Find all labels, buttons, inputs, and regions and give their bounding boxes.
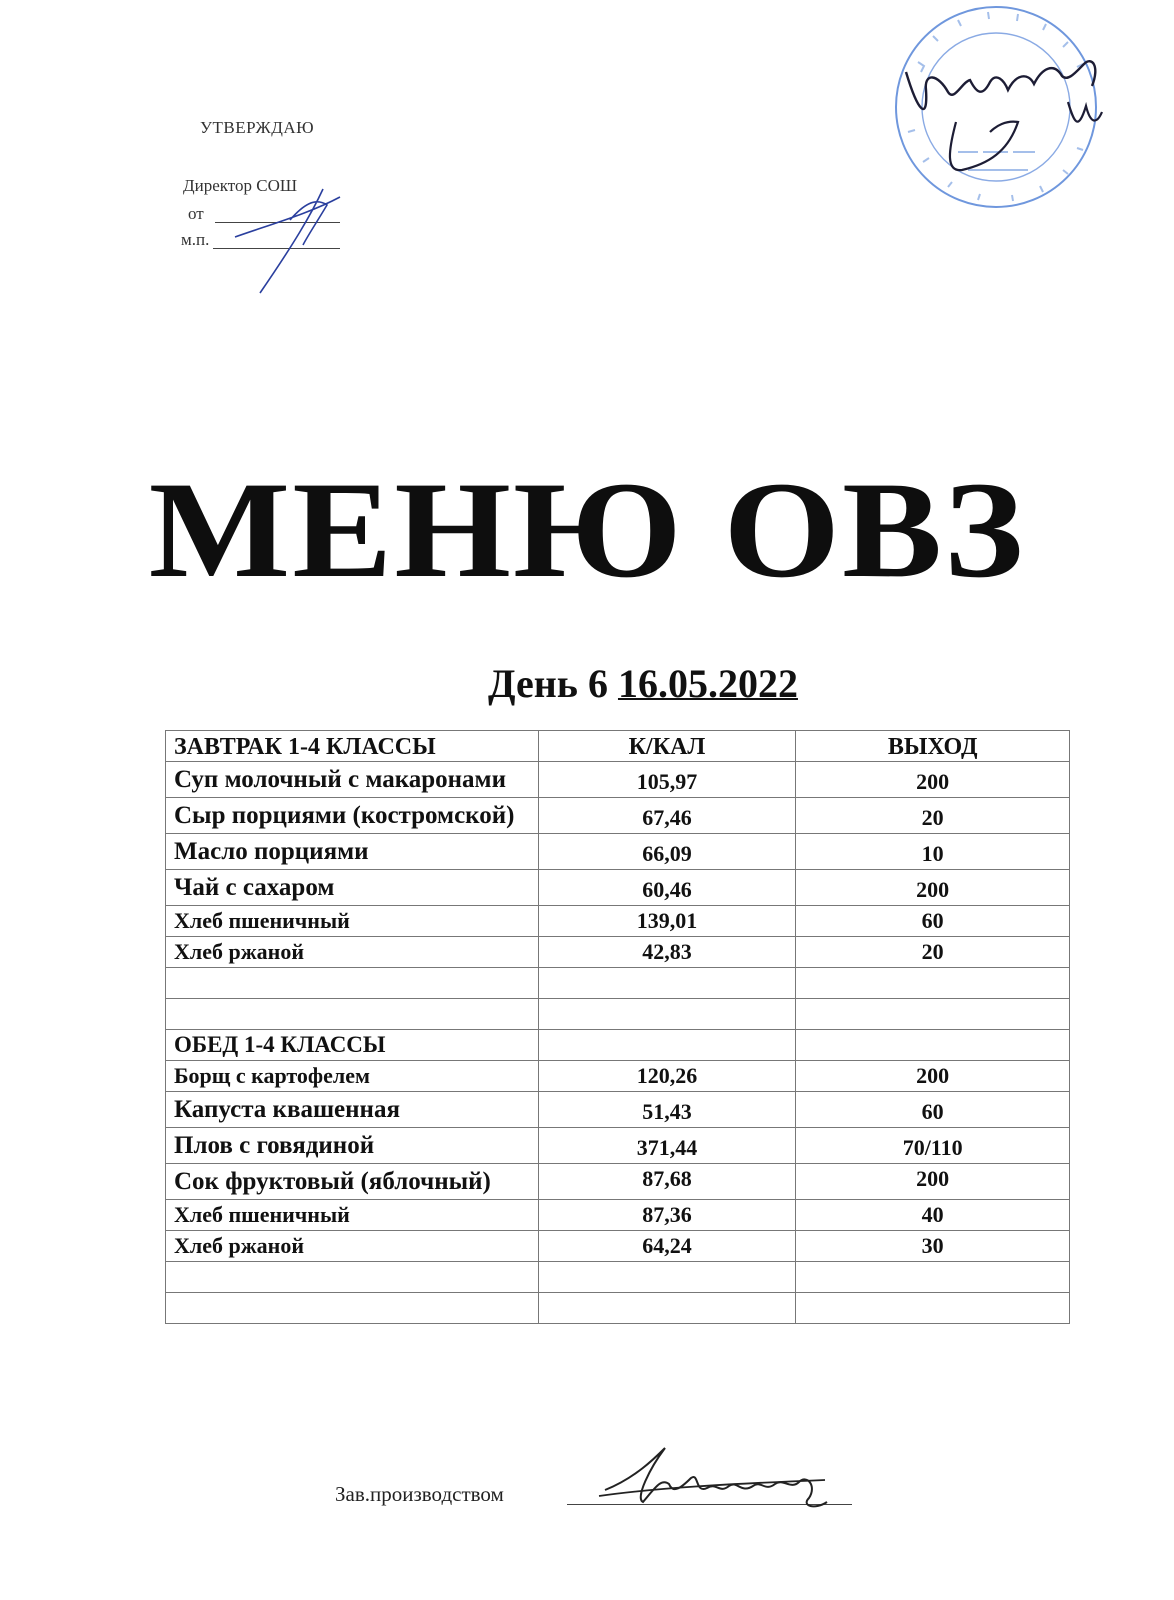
day-heading [488, 660, 798, 707]
table-row [166, 937, 1070, 968]
dish-output: 200 [796, 1164, 1070, 1200]
dish-kcal: 139,01 [538, 906, 796, 937]
table-row [166, 1092, 1070, 1128]
dish-kcal: 371,44 [538, 1128, 796, 1164]
dish-name: Чай с сахаром [166, 870, 539, 906]
director-signature [215, 175, 355, 295]
dish-kcal: 42,83 [538, 937, 796, 968]
production-head-signature [595, 1438, 855, 1518]
dish-kcal: 105,97 [538, 762, 796, 798]
dish-kcal: 87,36 [538, 1200, 796, 1231]
dish-output: 20 [796, 937, 1070, 968]
dish-kcal: 51,43 [538, 1092, 796, 1128]
lunch-section-row [166, 1030, 1070, 1061]
dish-output: 30 [796, 1231, 1070, 1262]
dish-name: Плов с говядиной [166, 1128, 539, 1164]
table-row [166, 798, 1070, 834]
dish-kcal: 87,68 [538, 1164, 796, 1200]
table-row [166, 906, 1070, 937]
table-header-row [166, 731, 1070, 762]
signoff-block [335, 1482, 504, 1507]
dish-output: 70/110 [796, 1128, 1070, 1164]
table-row [166, 1231, 1070, 1262]
table-row [166, 870, 1070, 906]
dish-kcal: 66,09 [538, 834, 796, 870]
lunch-section-title: ОБЕД 1-4 КЛАССЫ [166, 1030, 539, 1061]
dish-output: 60 [796, 906, 1070, 937]
dish-kcal: 60,46 [538, 870, 796, 906]
empty-row [166, 968, 1070, 999]
dish-output: 200 [796, 1061, 1070, 1092]
dish-kcal: 64,24 [538, 1231, 796, 1262]
table-row [166, 1200, 1070, 1231]
table-row [166, 1128, 1070, 1164]
approval-title: УТВЕРЖДАЮ [200, 118, 315, 137]
dish-name: Суп молочный с макаронами [166, 762, 539, 798]
dish-name: Масло порциями [166, 834, 539, 870]
table-row [166, 1061, 1070, 1092]
approval-from-label: от [188, 204, 204, 223]
dish-output: 20 [796, 798, 1070, 834]
dish-kcal: 120,26 [538, 1061, 796, 1092]
approval-stamp-place: м.п. [181, 230, 210, 249]
dish-output: 40 [796, 1200, 1070, 1231]
header-meal: ЗАВТРАК 1-4 КЛАССЫ [166, 731, 539, 762]
table-row [166, 1164, 1070, 1200]
dish-output: 10 [796, 834, 1070, 870]
approval-position: Директор СОШ [183, 176, 297, 195]
dish-output: 200 [796, 762, 1070, 798]
dish-output: 60 [796, 1092, 1070, 1128]
day-label: День 6 [488, 661, 608, 706]
header-output: ВЫХОД [796, 731, 1070, 762]
table-row [166, 834, 1070, 870]
signoff-label: Зав.производством [335, 1482, 504, 1506]
page-title [0, 455, 1174, 605]
dish-name: Капуста квашенная [166, 1092, 539, 1128]
menu-table [165, 730, 1070, 1324]
dish-name: Хлеб ржаной [166, 937, 539, 968]
official-stamp [878, 2, 1118, 212]
dish-output: 200 [796, 870, 1070, 906]
header-kcal: К/КАЛ [538, 731, 796, 762]
page-title-text: МЕНЮ ОВЗ [148, 453, 1026, 607]
dish-name: Борщ с картофелем [166, 1061, 539, 1092]
dish-name: Хлеб пшеничный [166, 1200, 539, 1231]
dish-name: Сыр порциями (костромской) [166, 798, 539, 834]
dish-kcal: 67,46 [538, 798, 796, 834]
day-date: 16.05.2022 [617, 661, 798, 706]
dish-name: Хлеб пшеничный [166, 906, 539, 937]
empty-row [166, 999, 1070, 1030]
dish-name: Хлеб ржаной [166, 1231, 539, 1262]
empty-row [166, 1293, 1070, 1324]
empty-row [166, 1262, 1070, 1293]
dish-name: Сок фруктовый (яблочный) [166, 1164, 539, 1200]
table-row [166, 762, 1070, 798]
